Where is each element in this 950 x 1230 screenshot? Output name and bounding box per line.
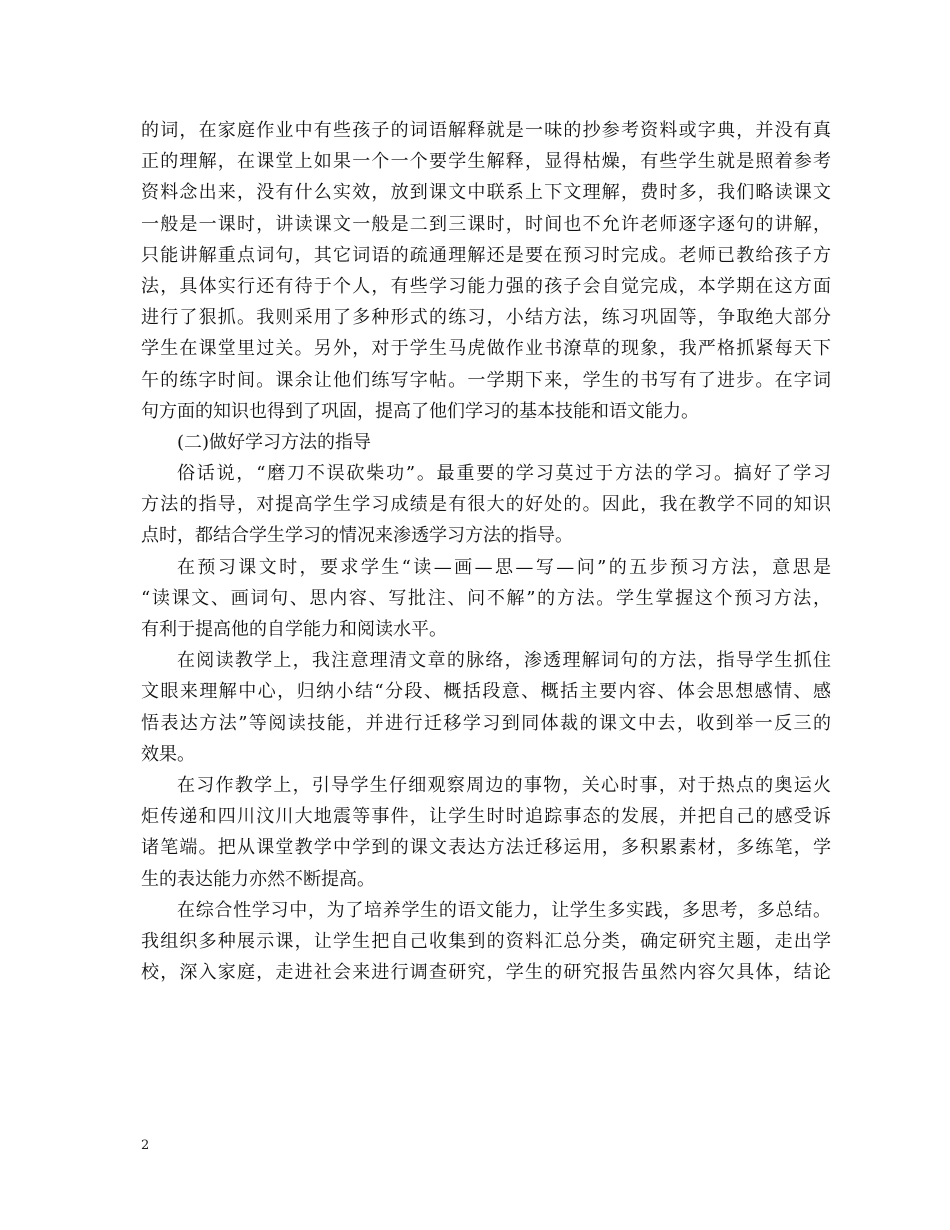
text-line: 在习作教学上，引导学生仔细观察周边的事物，关心时事，对于热点的奥运火 [177,774,831,796]
document-body [141,115,831,988]
text-line: 校，深入家庭，走进社会来进行调查研究，学生的研究报告虽然内容欠具体，结论 [141,962,831,984]
text-line: 效果。 [141,743,195,765]
text-line: 在综合性学习中，为了培养学生的语文能力，让学生多实践，多思考，多总结。 [177,899,831,921]
text-line: 有利于提高他的自学能力和阅读水平。 [141,619,447,640]
text-line: 诸笔端。把从课堂教学中学到的课文表达方法迁移运用，多积累素材，多练笔，学 [141,837,831,859]
text-line: 生的表达能力亦然不断提高。 [141,868,375,890]
page-number: 2 [141,1138,150,1153]
text-line: 只能讲解重点词句，其它词语的疏通理解还是要在预习时完成。老师已教给孩子方 [141,244,831,266]
text-line: 进行了狠抓。我则采用了多种形式的练习，小结方法，练习巩固等，争取绝大部分 [141,307,831,329]
text-line: 法，具体实行还有待于个人，有些学习能力强的孩子会自觉完成，本学期在这方面 [141,275,831,297]
text-line: (二)做好学习方法的指导 [177,431,372,453]
text-line: 午的练字时间。课余让他们练写字帖。一学期下来，学生的书写有了进步。在字词 [141,369,831,391]
text-line: 我组织多种展示课，让学生把自己收集到的资料汇总分类，确定研究主题，走出学 [141,930,831,952]
text-line: 悟表达方法”等阅读技能，并进行迁移学习到同体裁的课文中去，收到举一反三的 [141,712,831,734]
text-line: 正的理解，在课堂上如果一个一个要学生解释，显得枯燥，有些学生就是照着参考 [141,151,831,173]
text-line: 一般是一课时，讲读课文一般是二到三课时，时间也不允许老师逐字逐句的讲解， [141,213,831,235]
text-line: 资料念出来，没有什么实效，放到课文中联系上下文理解，费时多，我们略读课文 [141,182,831,204]
text-line: 炬传递和四川汶川大地震等事件，让学生时时追踪事态的发展，并把自己的感受诉 [141,806,831,828]
text-line: 方法的指导，对提高学生学习成绩是有很大的好处的。因此，我在教学不同的知识 [141,494,831,516]
text-line: 文眼来理解中心，归纳小结“分段、概括段意、概括主要内容、体会思想感情、感 [141,681,831,703]
text-line: “读课文、画词句、思内容、写批注、问不解”的方法。学生掌握这个预习方法， [141,587,831,609]
text-line: 学生在课堂里过关。另外，对于学生马虎做作业书潦草的现象，我严格抓紧每天下 [141,338,831,360]
text-line: 句方面的知识也得到了巩固，提高了他们学习的基本技能和语文能力。 [141,400,699,422]
text-line: 俗话说，“磨刀不误砍柴功”。最重要的学习莫过于方法的学习。搞好了学习 [177,463,831,485]
text-line: 在预习课文时，要求学生“读—画—思—写—问”的五步预习方法，意思是 [177,556,831,578]
text-line: 在阅读教学上，我注意理清文章的脉络，渗透理解词句的方法，指导学生抓住 [177,650,831,672]
text-line: 点时，都结合学生学习的情况来渗透学习方法的指导。 [141,525,573,547]
text-line: 的词，在家庭作业中有些孩子的词语解释就是一味的抄参考资料或字典，并没有真 [141,120,831,141]
